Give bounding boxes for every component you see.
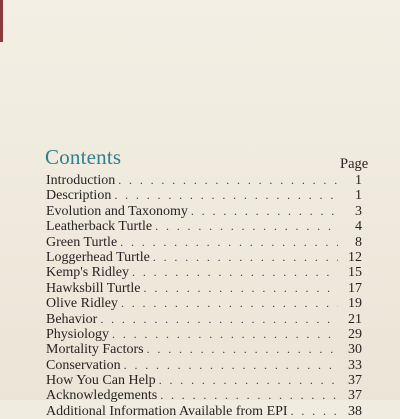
toc-page: 15	[348, 265, 362, 281]
toc-entry	[46, 188, 362, 203]
dot-leader	[114, 188, 338, 203]
toc-title: Leatherback Turtle	[46, 219, 153, 235]
toc-entry	[46, 235, 362, 250]
toc-entry	[46, 250, 362, 265]
toc-page: 30	[348, 342, 362, 358]
dot-leader	[124, 358, 338, 373]
dot-leader	[155, 219, 338, 234]
toc-title: Hawksbill Turtle	[46, 280, 141, 296]
toc-title: Kemp's Ridley	[46, 265, 130, 281]
toc-entry	[46, 327, 362, 342]
toc-entry	[46, 296, 362, 311]
dot-leader	[291, 404, 338, 419]
toc-entry	[46, 373, 362, 388]
dot-leader	[159, 373, 338, 388]
dot-leader	[191, 204, 338, 219]
dot-leader	[153, 250, 338, 265]
toc-entry	[46, 388, 362, 403]
toc-page: 4	[355, 219, 362, 235]
dot-leader	[132, 265, 338, 280]
toc-entry	[46, 281, 362, 296]
toc-title: Description	[46, 188, 112, 204]
toc-page: 21	[348, 311, 362, 327]
toc-entry	[46, 204, 362, 219]
dot-leader	[118, 173, 338, 188]
toc-page: 17	[348, 280, 362, 296]
toc-entry	[46, 312, 362, 327]
toc-title: Loggerhead Turtle	[46, 249, 150, 265]
toc-entry	[46, 265, 362, 280]
toc-title: Olive Ridley	[46, 296, 118, 312]
table-of-contents	[46, 173, 362, 419]
toc-entry	[46, 173, 362, 188]
toc-page: 33	[348, 357, 362, 373]
toc-page: 1	[355, 173, 362, 188]
dot-leader	[112, 327, 338, 342]
toc-page: 38	[348, 403, 362, 419]
toc-entry	[46, 342, 362, 357]
toc-title: Mortality Factors	[46, 342, 144, 358]
toc-title: Evolution and Taxonomy	[46, 203, 188, 219]
dot-leader	[121, 296, 338, 311]
toc-page: 37	[348, 373, 362, 389]
page-column-label: Page	[340, 156, 369, 172]
toc-title: Behavior	[46, 311, 98, 327]
dot-leader	[160, 388, 338, 403]
toc-page: 12	[348, 249, 362, 265]
toc-page: 37	[348, 388, 362, 404]
toc-entry	[46, 219, 362, 234]
toc-title: Green Turtle	[46, 234, 118, 250]
page-edge-mark	[0, 0, 3, 42]
toc-title: Introduction	[46, 173, 116, 188]
toc-title: Physiology	[46, 326, 110, 342]
toc-title: Additional Information Available from EPI	[46, 403, 288, 419]
contents-heading: Contents	[45, 145, 122, 169]
toc-page: 19	[348, 296, 362, 312]
toc-entry	[46, 358, 362, 373]
toc-page: 1	[355, 188, 362, 204]
toc-title: Conservation	[46, 357, 121, 373]
dot-leader	[147, 342, 338, 357]
dot-leader	[144, 281, 338, 296]
toc-page: 8	[355, 234, 362, 250]
dot-leader	[100, 312, 338, 327]
toc-title: Acknowledgements	[46, 388, 158, 404]
toc-title: How You Can Help	[46, 373, 156, 389]
toc-page: 29	[348, 326, 362, 342]
toc-page: 3	[355, 203, 362, 219]
dot-leader	[120, 235, 338, 250]
toc-entry	[46, 404, 362, 419]
